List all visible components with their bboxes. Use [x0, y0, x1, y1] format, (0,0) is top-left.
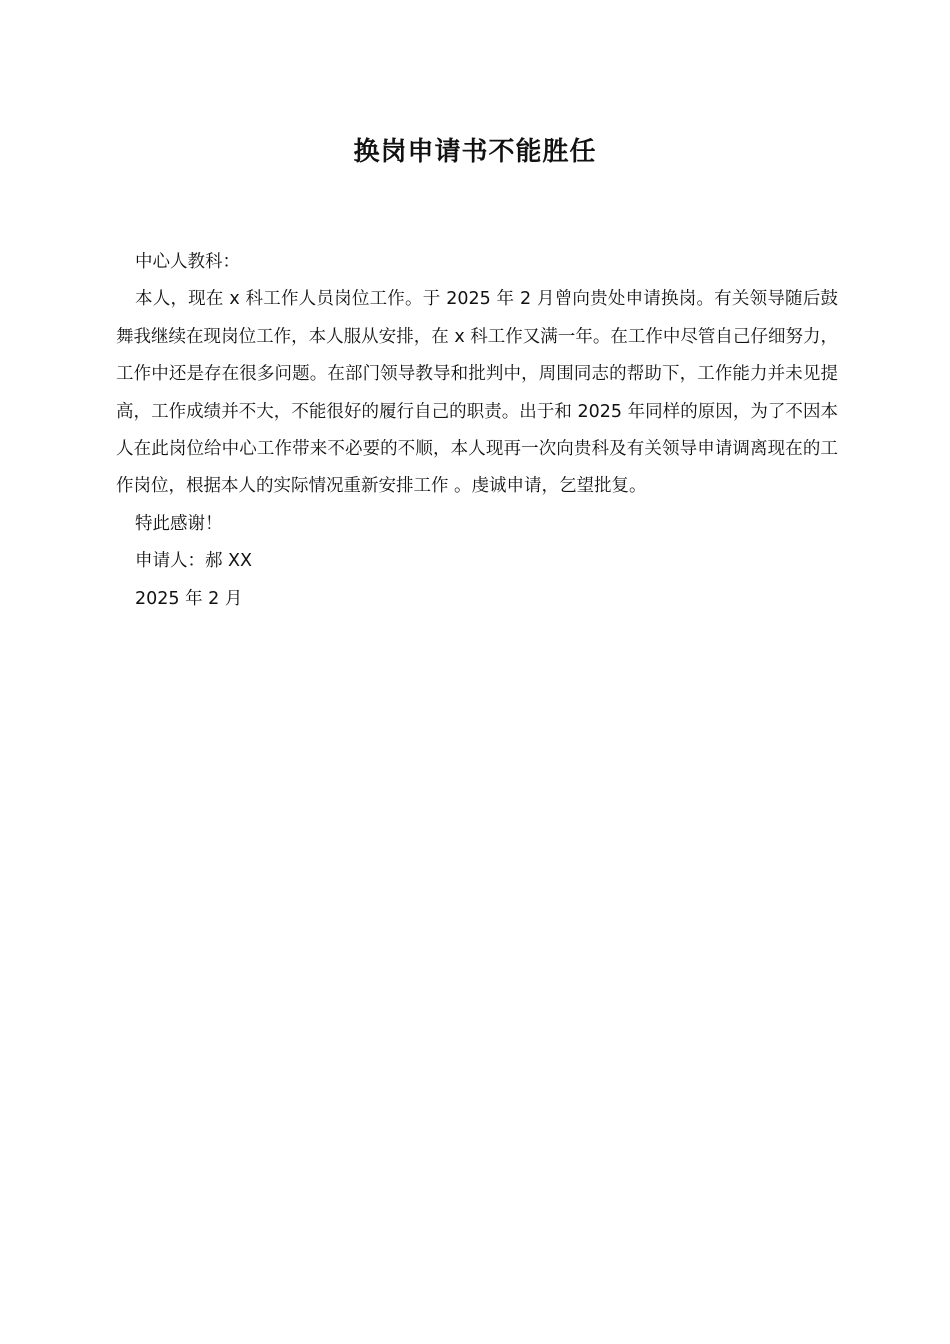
document-date: 2025 年 2 月 — [135, 588, 243, 609]
applicant-signature: 申请人：郝 XX — [135, 551, 253, 572]
thanks-line: 特此感谢！ — [135, 513, 223, 534]
salutation: 中心人教科： — [135, 252, 240, 272]
body-paragraph: 本人，现在 x 科工作人员岗位工作。于 2025 年 2 月曾向贵处申请换岗。有关领导随后鼓舞我继续在现岗位工作，本人服从安排，在 x 科工作又满一年。在工作中尽管自己仔细努力，工作中还是存在很多问题。在部门领导教导和批判中，周围同志的帮助下，工作能力并未见提高，工作成绩并不大，不能很好的履行自己的职责。出于和 2025 年同样的原因，为了不因本人在此岗位给中心工作带来不必要的不顺，本人现再一次向贵科及有关领导申请调离现在的工作岗位，根据本人的实际情况重新安排工作 。虔诚申请，乞望批复。 — [116, 289, 838, 497]
document-title: 换岗申请书不能胜任 — [353, 137, 597, 167]
document-body — [116, 244, 838, 618]
